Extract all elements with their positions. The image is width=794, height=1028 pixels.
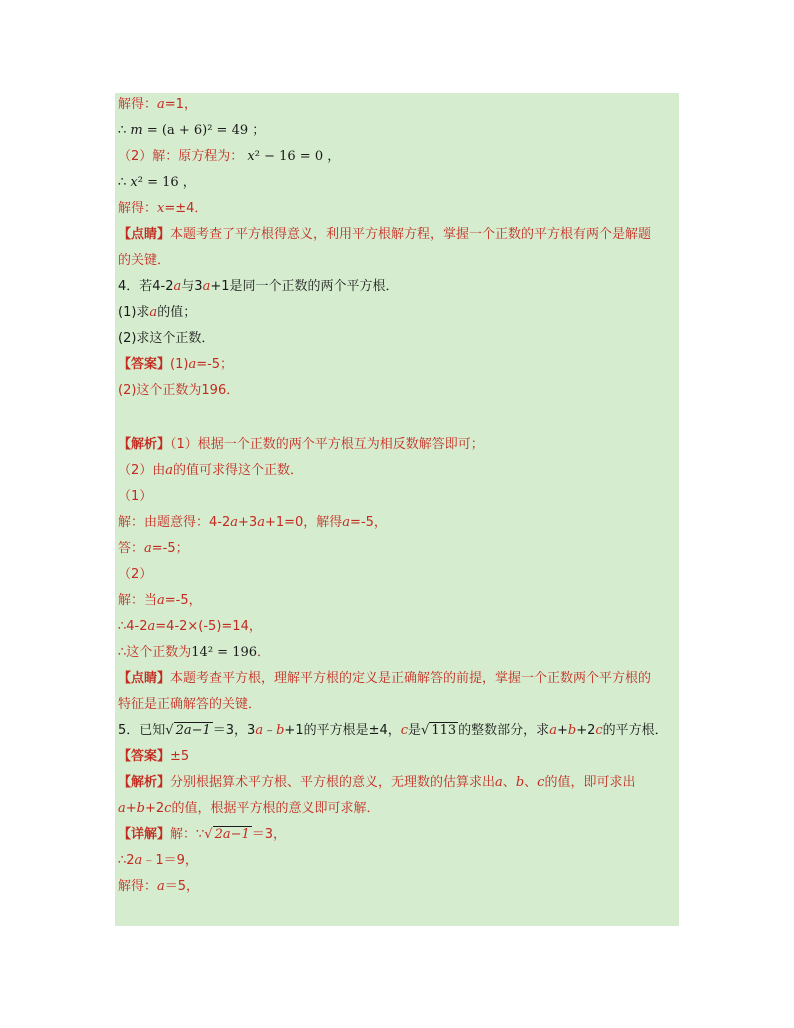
text-line: ∴ m = (a + 6)² = 49 ；: [118, 123, 266, 138]
radicand: 2a−1: [175, 723, 211, 738]
question-line: 4．若4-2a与3a+1是同一个正数的两个平方根．: [118, 279, 399, 294]
text-line: 解：当a=-5，: [118, 593, 202, 608]
text-line: 解得：a＝5，: [118, 879, 200, 894]
radicand: 2a−1: [214, 827, 250, 842]
comment-tag: 【点睛】: [118, 227, 171, 242]
text-line: ∴ x² = 16 ，: [118, 175, 196, 190]
analysis-line: 【解析】（1）根据一个正数的两个平方根互为相反数解答即可；: [118, 437, 484, 452]
text-line: 解得：a=1，: [118, 97, 197, 112]
analysis-tag: 【解析】: [118, 437, 171, 452]
comment-line: 【点睛】本题考查了平方根得意义，利用平方根解方程，掌握一个正数的平方根有两个是解题: [118, 227, 652, 242]
text-line: （2）: [118, 567, 153, 582]
text-line: (1)求a的值；: [118, 305, 197, 320]
text-line: 的关键．: [118, 253, 171, 268]
text-line: 特征是正确解答的关键．: [118, 697, 262, 712]
text-line: ∴4-2a=4-2×(-5)=14，: [118, 619, 262, 634]
text-line: （2）由a的值可求得这个正数．: [118, 463, 304, 478]
answer-line: 【答案】(1)a=-5；: [118, 357, 234, 372]
text-line: (2)这个正数为196．: [118, 383, 240, 398]
answer-tag: 【答案】: [118, 357, 171, 372]
text-line: (2)求这个正数．: [118, 331, 215, 346]
sqrt-symbol: √: [204, 827, 213, 842]
answer-tag: 【答案】: [118, 749, 171, 764]
sqrt-symbol: √: [421, 723, 430, 738]
detail-line: 【详解】解：∵√ 2a−1 ＝3，: [118, 827, 287, 842]
radicand: 113: [431, 723, 457, 738]
text-line: （1）: [118, 489, 153, 504]
text-line: a+b+2c的值，根据平方根的意义即可求解．: [118, 801, 380, 816]
analysis-line: 【解析】分别根据算术平方根、平方根的意义，无理数的估算求出a、b、c的值，即可求出: [118, 775, 636, 790]
text-line: ∴这个正数为14² = 196．: [118, 645, 271, 660]
text-line: 答：a=-5；: [118, 541, 189, 556]
detail-tag: 【详解】: [118, 827, 171, 842]
answer-line: 【答案】±5: [118, 749, 190, 764]
comment-line: 【点睛】本题考查平方根，理解平方根的定义是正确解答的前提，掌握一个正数两个平方根的: [118, 671, 652, 686]
text-line: ∴2a﹣1＝9，: [118, 853, 198, 868]
analysis-tag: 【解析】: [118, 775, 171, 790]
question-line: 5．已知√ 2a−1 ＝3，3a﹣b+1的平方根是±4，c是√ 113 的整数部分，求a+b+2c的平方根．: [118, 723, 668, 738]
document-page: [115, 93, 679, 926]
text-line: 解：由题意得：4-2a+3a+1=0，解得a=-5，: [118, 515, 387, 530]
text-line: 解得：x=±4．: [118, 201, 208, 216]
text-line: （2）解：原方程为： x² − 16 = 0 ，: [118, 149, 341, 164]
comment-tag: 【点睛】: [118, 671, 171, 686]
sqrt-symbol: √: [165, 723, 174, 738]
